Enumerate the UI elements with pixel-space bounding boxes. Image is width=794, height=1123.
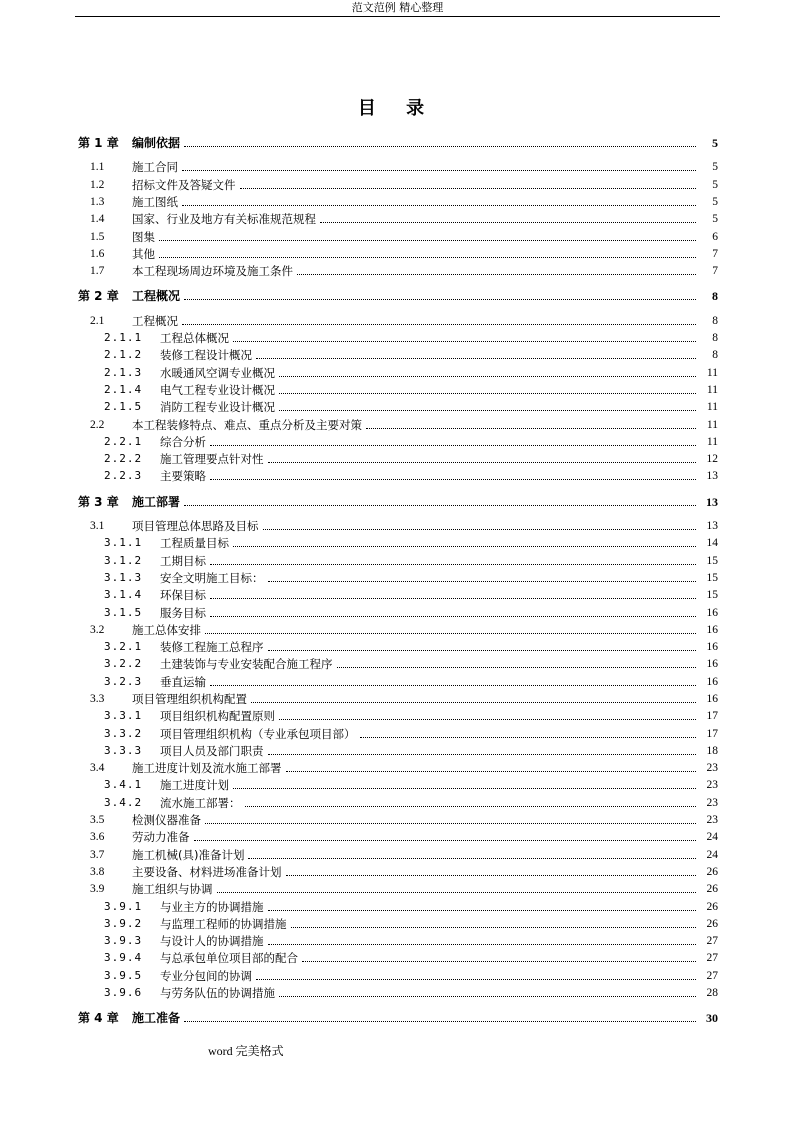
toc-entry-page: 5 bbox=[712, 196, 718, 208]
toc-entry-page: 12 bbox=[706, 453, 718, 465]
toc-entry-number: 3.4.2 bbox=[104, 796, 143, 809]
toc-entry bbox=[78, 967, 718, 983]
toc-entry-page: 8 bbox=[712, 289, 718, 303]
toc-dot-leader bbox=[194, 839, 697, 841]
toc-dot-leader bbox=[248, 857, 696, 859]
toc-entry-number: 3.9.4 bbox=[104, 951, 143, 964]
toc-entry-page: 15 bbox=[706, 572, 718, 584]
toc-dot-leader bbox=[210, 615, 696, 617]
toc-entry-text: 项目管理组织机构配置 bbox=[132, 692, 247, 706]
toc-entry-text: 主要策略 bbox=[160, 469, 206, 483]
toc-dot-leader bbox=[184, 298, 696, 300]
toc-entry-text: 服务目标 bbox=[160, 606, 206, 620]
toc-entry bbox=[78, 932, 718, 948]
toc-dot-leader bbox=[182, 204, 696, 206]
toc-entry-number: 第 4 章 bbox=[78, 1011, 119, 1025]
toc-entry-text: 项目组织机构配置原则 bbox=[160, 709, 275, 723]
toc-entry-page: 8 bbox=[712, 332, 718, 344]
toc-entry-number: 3.9 bbox=[90, 883, 105, 895]
toc-entry-number: 3.8 bbox=[90, 866, 105, 878]
toc-entry-number: 1.6 bbox=[90, 248, 105, 260]
toc-dot-leader bbox=[210, 597, 696, 599]
toc-dot-leader bbox=[268, 649, 697, 651]
toc-entry-text: 流水施工部署： bbox=[160, 796, 241, 810]
toc-entry bbox=[78, 811, 718, 827]
toc-entry-page: 13 bbox=[706, 520, 718, 532]
toc-entry bbox=[78, 673, 718, 689]
toc-entry-text: 装修工程设计概况 bbox=[160, 348, 252, 362]
toc-entry-page: 15 bbox=[706, 589, 718, 601]
toc-entry bbox=[78, 450, 718, 466]
toc-entry bbox=[78, 364, 718, 380]
toc-entry-number: 2.2.1 bbox=[104, 435, 143, 448]
toc-entry-text: 国家、行业及地方有关标准规范规程 bbox=[132, 212, 316, 226]
toc-dot-leader bbox=[159, 239, 696, 241]
toc-dot-leader bbox=[297, 273, 696, 275]
toc-entry bbox=[78, 655, 718, 671]
toc-entry-page: 5 bbox=[712, 136, 718, 150]
toc-entry-number: 3.1.2 bbox=[104, 554, 143, 567]
toc-dot-leader bbox=[360, 736, 697, 738]
toc-entry-number: 3.3 bbox=[90, 693, 105, 705]
toc-dot-leader bbox=[245, 805, 697, 807]
toc-chapter-entry bbox=[78, 287, 718, 303]
toc-entry-text: 编制依据 bbox=[132, 136, 181, 150]
toc-entry-number: 3.6 bbox=[90, 831, 105, 843]
toc-entry-text: 工程概况 bbox=[132, 314, 178, 328]
toc-entry-text: 招标文件及答疑文件 bbox=[132, 178, 236, 192]
toc-entry-number: 2.1.5 bbox=[104, 400, 143, 413]
toc-entry-page: 17 bbox=[706, 728, 718, 740]
toc-entry-text: 水暖通风空调专业概况 bbox=[160, 366, 275, 380]
toc-entry-text: 垂直运输 bbox=[160, 675, 206, 689]
toc-entry-number: 第 1 章 bbox=[78, 136, 119, 150]
toc-entry-page: 5 bbox=[712, 161, 718, 173]
toc-entry-text: 电气工程专业设计概况 bbox=[160, 383, 275, 397]
toc-entry-page: 7 bbox=[712, 248, 718, 260]
toc-entry-number: 3.1.4 bbox=[104, 588, 143, 601]
page-footer: word 完美格式 bbox=[208, 1044, 284, 1058]
toc-entry bbox=[78, 381, 718, 397]
toc-entry-page: 27 bbox=[706, 970, 718, 982]
toc-title: 目 录 bbox=[357, 98, 437, 119]
toc-entry-number: 3.2 bbox=[90, 624, 105, 636]
toc-entry bbox=[78, 346, 718, 362]
toc-entry-text: 与业主方的协调措施 bbox=[160, 900, 264, 914]
toc-entry bbox=[78, 210, 718, 226]
toc-entry-number: 3.5 bbox=[90, 814, 105, 826]
toc-entry-number: 1.7 bbox=[90, 265, 105, 277]
toc-entry-number: 3.9.5 bbox=[104, 969, 143, 982]
toc-dot-leader bbox=[263, 528, 697, 530]
toc-entry bbox=[78, 176, 718, 192]
toc-entry-number: 第 2 章 bbox=[78, 289, 119, 303]
toc-entry-number: 3.2.2 bbox=[104, 657, 143, 670]
toc-entry-number: 3.7 bbox=[90, 849, 105, 861]
toc-dot-leader bbox=[279, 392, 696, 394]
toc-entry-number: 3.3.3 bbox=[104, 744, 143, 757]
toc-entry-text: 其他 bbox=[132, 247, 155, 261]
toc-entry-text: 项目管理组织机构（专业承包项目部） bbox=[160, 727, 356, 741]
toc-dot-leader bbox=[233, 787, 696, 789]
toc-dot-leader bbox=[182, 323, 696, 325]
toc-entry-page: 28 bbox=[706, 987, 718, 999]
toc-entry-text: 与总承包单位项目部的配合 bbox=[160, 951, 298, 965]
toc-entry bbox=[78, 329, 718, 345]
toc-entry-text: 检测仪器准备 bbox=[132, 813, 201, 827]
toc-entry-number: 3.9.3 bbox=[104, 934, 143, 947]
toc-entry-number: 3.4.1 bbox=[104, 778, 143, 791]
toc-entry-page: 11 bbox=[706, 367, 718, 379]
toc-entry-page: 24 bbox=[706, 831, 718, 843]
toc-entry bbox=[78, 621, 718, 637]
toc-entry-text: 施工准备 bbox=[132, 1011, 181, 1025]
toc-entry-page: 23 bbox=[706, 797, 718, 809]
toc-entry bbox=[78, 433, 718, 449]
toc-dot-leader bbox=[217, 891, 697, 893]
toc-entry-number: 3.1 bbox=[90, 520, 105, 532]
toc-dot-leader bbox=[268, 753, 697, 755]
toc-entry-text: 土建装饰与专业安装配合施工程序 bbox=[160, 657, 333, 671]
toc-entry-text: 与监理工程师的协调措施 bbox=[160, 917, 287, 931]
toc-entry bbox=[78, 604, 718, 620]
toc-entry-text: 本工程装修特点、难点、重点分析及主要对策 bbox=[132, 418, 362, 432]
toc-entry-page: 24 bbox=[706, 849, 718, 861]
toc-entry-number: 2.1.2 bbox=[104, 348, 143, 361]
toc-entry-number: 第 3 章 bbox=[78, 495, 119, 509]
toc-dot-leader bbox=[268, 461, 697, 463]
toc-entry-number: 3.2.1 bbox=[104, 640, 143, 653]
toc-dot-leader bbox=[279, 409, 696, 411]
toc-entry bbox=[78, 586, 718, 602]
toc-entry-text: 施工进度计划及流水施工部署 bbox=[132, 761, 282, 775]
toc-entry-page: 11 bbox=[706, 401, 718, 413]
toc-dot-leader bbox=[279, 718, 696, 720]
toc-dot-leader bbox=[233, 545, 696, 547]
toc-entry-text: 劳动力准备 bbox=[132, 830, 190, 844]
toc-entry bbox=[78, 742, 718, 758]
toc-entry-number: 1.2 bbox=[90, 179, 105, 191]
toc-dot-leader bbox=[286, 770, 697, 772]
toc-entry-number: 3.2.3 bbox=[104, 675, 143, 688]
toc-entry-page: 15 bbox=[706, 555, 718, 567]
toc-entry-text: 主要设备、材料进场准备计划 bbox=[132, 865, 282, 879]
toc-dot-leader bbox=[205, 822, 696, 824]
toc-entry-page: 17 bbox=[706, 710, 718, 722]
toc-dot-leader bbox=[240, 187, 697, 189]
toc-entry bbox=[78, 193, 718, 209]
toc-entry-text: 与设计人的协调措施 bbox=[160, 934, 264, 948]
toc-entry-number: 3.3.1 bbox=[104, 709, 143, 722]
toc-entry-page: 16 bbox=[706, 607, 718, 619]
toc-entry-page: 5 bbox=[712, 179, 718, 191]
toc-entry-text: 施工合同 bbox=[132, 160, 178, 174]
toc-dot-leader bbox=[184, 145, 696, 147]
toc-entry-page: 13 bbox=[706, 495, 718, 509]
toc-entry bbox=[78, 984, 718, 1000]
toc-entry bbox=[78, 949, 718, 965]
toc-entry-text: 工期目标 bbox=[160, 554, 206, 568]
toc-entry-page: 11 bbox=[706, 436, 718, 448]
toc-entry bbox=[78, 569, 718, 585]
toc-entry bbox=[78, 552, 718, 568]
toc-chapter-entry bbox=[78, 134, 718, 150]
toc-chapter-entry bbox=[78, 1009, 718, 1025]
toc-dot-leader bbox=[210, 478, 696, 480]
toc-chapter-entry bbox=[78, 493, 718, 509]
toc-entry-number: 3.1.3 bbox=[104, 571, 143, 584]
toc-entry-page: 6 bbox=[712, 231, 718, 243]
toc-entry-text: 施工组织与协调 bbox=[132, 882, 213, 896]
toc-entry-text: 工程概况 bbox=[132, 289, 181, 303]
toc-entry bbox=[78, 846, 718, 862]
toc-entry-page: 18 bbox=[706, 745, 718, 757]
toc-entry-number: 1.1 bbox=[90, 161, 105, 173]
toc-entry-text: 施工进度计划 bbox=[160, 778, 229, 792]
toc-entry-page: 13 bbox=[706, 470, 718, 482]
toc-entry bbox=[78, 690, 718, 706]
toc-entry-number: 2.2.2 bbox=[104, 452, 143, 465]
toc-entry-number: 3.9.2 bbox=[104, 917, 143, 930]
toc-entry-number: 1.3 bbox=[90, 196, 105, 208]
toc-entry-text: 本工程现场周边环境及施工条件 bbox=[132, 264, 293, 278]
toc-entry bbox=[78, 880, 718, 896]
toc-entry-text: 专业分包间的协调 bbox=[160, 969, 252, 983]
toc-dot-leader bbox=[366, 427, 696, 429]
toc-entry bbox=[78, 262, 718, 278]
toc-dot-leader bbox=[279, 375, 696, 377]
page-header: 范文范例 精心整理 bbox=[75, 0, 720, 17]
toc-entry-text: 施工管理要点针对性 bbox=[160, 452, 264, 466]
toc-entry bbox=[78, 828, 718, 844]
toc-entry-text: 图集 bbox=[132, 230, 155, 244]
toc-entry bbox=[78, 398, 718, 414]
toc-entry-page: 16 bbox=[706, 693, 718, 705]
toc-entry-page: 16 bbox=[706, 641, 718, 653]
toc-dot-leader bbox=[291, 926, 697, 928]
toc-entry-text: 项目人员及部门职责 bbox=[160, 744, 264, 758]
toc-entry bbox=[78, 534, 718, 550]
toc-entry-text: 装修工程施工总程序 bbox=[160, 640, 264, 654]
toc-dot-leader bbox=[251, 701, 696, 703]
toc-entry-page: 26 bbox=[706, 918, 718, 930]
toc-entry-page: 23 bbox=[706, 814, 718, 826]
toc-entry-page: 23 bbox=[706, 779, 718, 791]
toc-entry bbox=[78, 707, 718, 723]
toc-dot-leader bbox=[279, 995, 696, 997]
toc-entry bbox=[78, 794, 718, 810]
toc-entry-page: 14 bbox=[706, 537, 718, 549]
toc-entry bbox=[78, 759, 718, 775]
toc-entry-number: 3.9.1 bbox=[104, 900, 143, 913]
toc-entry-page: 26 bbox=[706, 901, 718, 913]
toc-entry-text: 施工图纸 bbox=[132, 195, 178, 209]
toc-entry bbox=[78, 776, 718, 792]
toc-entry-text: 工程总体概况 bbox=[160, 331, 229, 345]
toc-entry-text: 项目管理总体思路及目标 bbox=[132, 519, 259, 533]
toc-entry-page: 11 bbox=[706, 384, 718, 396]
toc-entry-number: 1.4 bbox=[90, 213, 105, 225]
toc-entry bbox=[78, 863, 718, 879]
toc-entry-number: 2.1.4 bbox=[104, 383, 143, 396]
toc-dot-leader bbox=[256, 978, 696, 980]
toc-dot-leader bbox=[159, 256, 696, 258]
toc-entry-page: 7 bbox=[712, 265, 718, 277]
toc-entry-number: 3.1.1 bbox=[104, 536, 143, 549]
toc-dot-leader bbox=[268, 943, 697, 945]
toc-entry-number: 2.2 bbox=[90, 419, 105, 431]
toc-entry-text: 环保目标 bbox=[160, 588, 206, 602]
toc-entry-page: 16 bbox=[706, 624, 718, 636]
toc-entry-page: 11 bbox=[706, 419, 718, 431]
toc-entry-text: 施工总体安排 bbox=[132, 623, 201, 637]
toc-dot-leader bbox=[256, 357, 696, 359]
toc-entry-number: 3.3.2 bbox=[104, 727, 143, 740]
toc-entry-text: 施工部署 bbox=[132, 495, 181, 509]
toc-entry-page: 16 bbox=[706, 658, 718, 670]
toc-entry-number: 3.4 bbox=[90, 762, 105, 774]
toc-entry-page: 5 bbox=[712, 213, 718, 225]
toc-entry-text: 安全文明施工目标： bbox=[160, 571, 264, 585]
toc-entry-text: 工程质量目标 bbox=[160, 536, 229, 550]
toc-entry-text: 施工机械(具)准备计划 bbox=[132, 848, 245, 862]
toc-entry-page: 8 bbox=[712, 349, 718, 361]
toc-entry bbox=[78, 898, 718, 914]
toc-entry-number: 2.2.3 bbox=[104, 469, 143, 482]
toc-entry bbox=[78, 638, 718, 654]
toc-dot-leader bbox=[210, 563, 696, 565]
toc-entry bbox=[78, 245, 718, 261]
toc-entry bbox=[78, 725, 718, 741]
toc-entry-page: 26 bbox=[706, 866, 718, 878]
toc-entry bbox=[78, 312, 718, 328]
toc-entry bbox=[78, 416, 718, 432]
toc-dot-leader bbox=[182, 169, 696, 171]
toc-dot-leader bbox=[268, 580, 697, 582]
toc-entry-number: 2.1.3 bbox=[104, 366, 143, 379]
toc-entry-page: 27 bbox=[706, 952, 718, 964]
toc-entry-page: 8 bbox=[712, 315, 718, 327]
toc-dot-leader bbox=[205, 632, 696, 634]
toc-entry-page: 23 bbox=[706, 762, 718, 774]
toc-entry-text: 综合分析 bbox=[160, 435, 206, 449]
toc-entry-page: 16 bbox=[706, 676, 718, 688]
toc-entry-page: 26 bbox=[706, 883, 718, 895]
toc-entry-number: 3.1.5 bbox=[104, 606, 143, 619]
toc-entry bbox=[78, 517, 718, 533]
toc-dot-leader bbox=[302, 960, 696, 962]
toc-entry bbox=[78, 158, 718, 174]
toc-entry-number: 3.9.6 bbox=[104, 986, 143, 999]
toc-entry-page: 27 bbox=[706, 935, 718, 947]
toc-entry-text: 与劳务队伍的协调措施 bbox=[160, 986, 275, 1000]
toc-entry-page: 30 bbox=[706, 1011, 718, 1025]
toc-dot-leader bbox=[320, 221, 696, 223]
toc-entry-number: 1.5 bbox=[90, 231, 105, 243]
toc-entry bbox=[78, 915, 718, 931]
toc-dot-leader bbox=[184, 1020, 696, 1022]
toc-dot-leader bbox=[268, 909, 697, 911]
toc-entry bbox=[78, 467, 718, 483]
toc-entry-number: 2.1 bbox=[90, 315, 105, 327]
toc-dot-leader bbox=[337, 666, 697, 668]
toc-dot-leader bbox=[233, 340, 696, 342]
toc-entry bbox=[78, 228, 718, 244]
toc-dot-leader bbox=[286, 874, 697, 876]
toc-dot-leader bbox=[210, 684, 696, 686]
toc-dot-leader bbox=[210, 444, 696, 446]
toc-entry-text: 消防工程专业设计概况 bbox=[160, 400, 275, 414]
toc-dot-leader bbox=[184, 504, 696, 506]
toc-entry-number: 2.1.1 bbox=[104, 331, 143, 344]
